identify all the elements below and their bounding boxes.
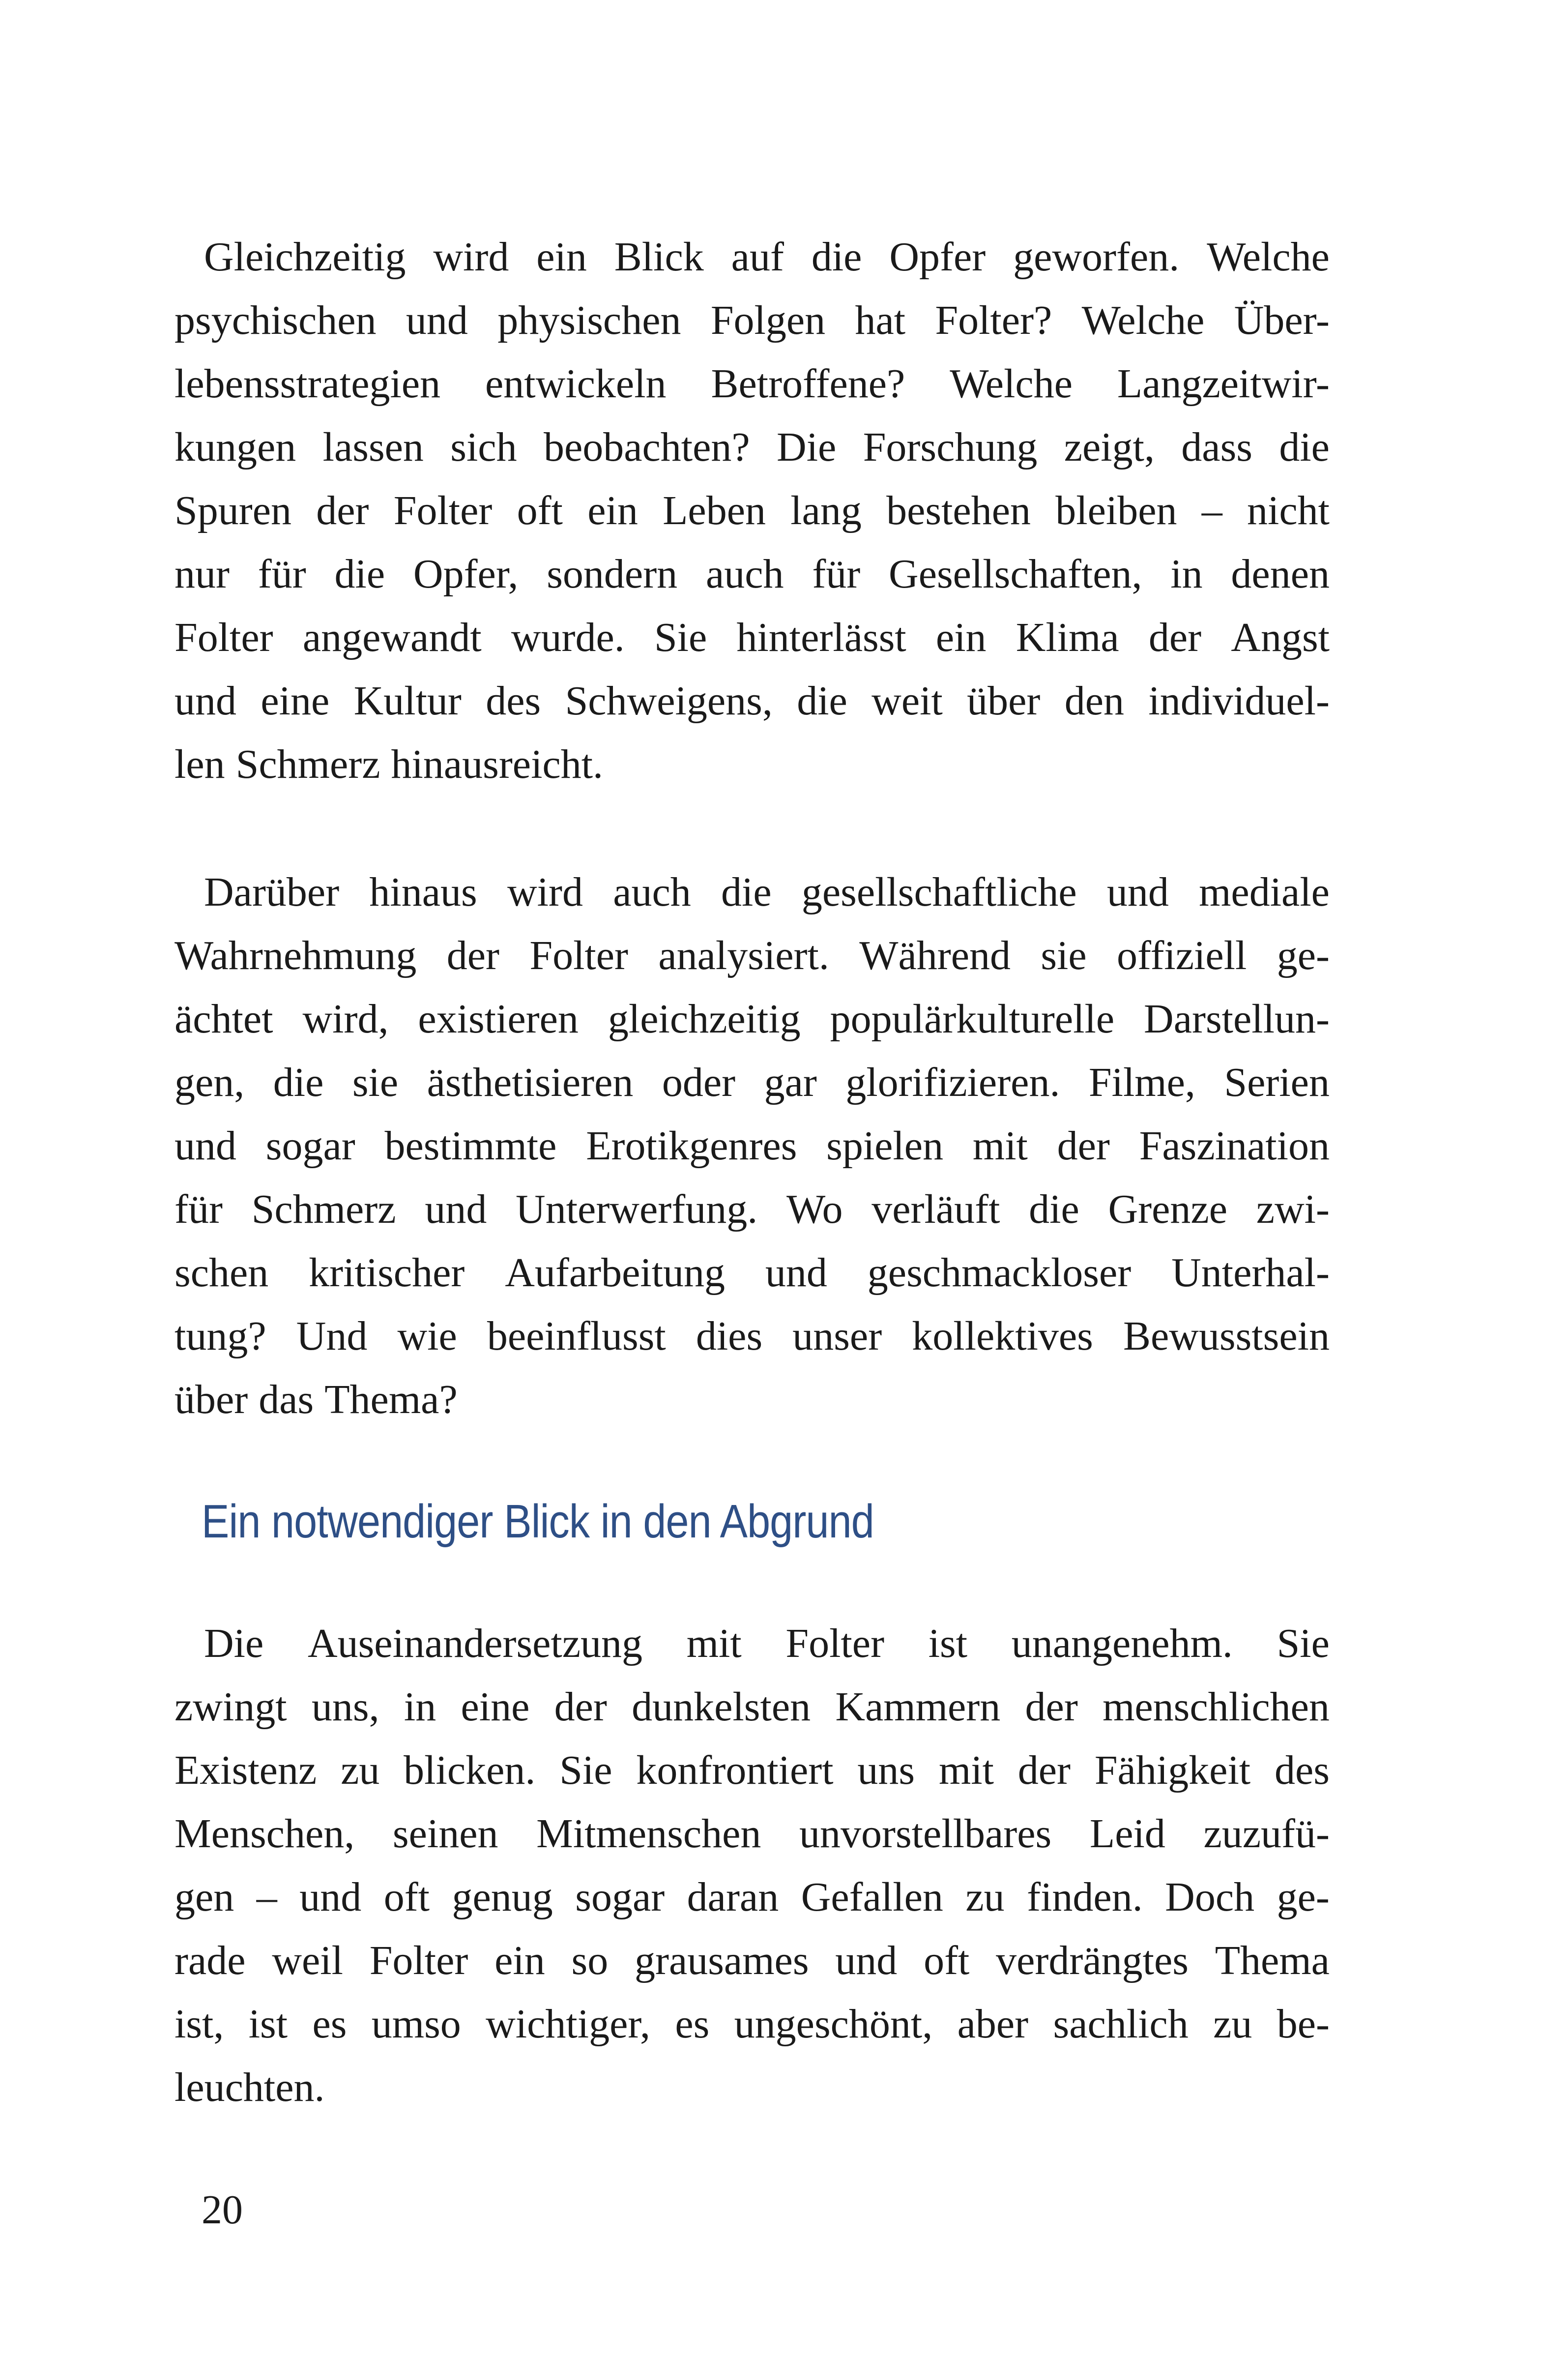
page-number: 20 (202, 2187, 243, 2233)
text-line: ist, ist es umso wichtiger, es ungeschönt, aber sachlich zu be- (174, 2001, 1330, 2047)
text-line: nur für die Opfer, sondern auch für Gesellschaften, in denen (174, 551, 1330, 597)
text-line: gen – und oft genug sogar daran Gefallen zu finden. Doch ge- (174, 1874, 1330, 1920)
text-line: ächtet wird, existieren gleichzeitig populärkulturelle Darstellun- (174, 996, 1330, 1042)
text-line: Die Auseinandersetzung mit Folter ist unangenehm. Sie (204, 1621, 1330, 1666)
text-line: gen, die sie ästhetisieren oder gar glorifizieren. Filme, Serien (174, 1060, 1330, 1105)
text-line: zwingt uns, in eine der dunkelsten Kammern der menschlichen (174, 1684, 1330, 1730)
text-line: und eine Kultur des Schweigens, die weit über den individuel- (174, 678, 1330, 724)
text-line: tung? Und wie beeinflusst dies unser kollektives Bewusstsein (174, 1313, 1330, 1359)
text-line: Wahrnehmung der Folter analysiert. Während sie offiziell ge- (174, 933, 1330, 978)
text-line: len Schmerz hinausreicht. (174, 741, 604, 787)
text-line: schen kritischer Aufarbeitung und geschmackloser Unterhal- (174, 1250, 1330, 1296)
text-line: Gleichzeitig wird ein Blick auf die Opfer geworfen. Welche (204, 234, 1330, 280)
paragraph-3 (174, 1612, 1330, 2119)
text-line: psychischen und physischen Folgen hat Folter? Welche Über- (174, 297, 1330, 343)
paragraph-1 (174, 225, 1330, 796)
text-line: Folter angewandt wurde. Sie hinterlässt ein Klima der Angst (174, 615, 1330, 660)
text-line: über das Thema? (174, 1377, 458, 1422)
text-line: Menschen, seinen Mitmenschen unvorstellbares Leid zuzufü- (174, 1811, 1330, 1857)
text-line: kungen lassen sich beobachten? Die Forschung zeigt, dass die (174, 424, 1330, 470)
text-line: rade weil Folter ein so grausames und oft verdrängtes Thema (174, 1938, 1330, 1983)
text-line: Existenz zu blicken. Sie konfrontiert uns mit der Fähigkeit des (174, 1747, 1330, 1793)
text-line: und sogar bestimmte Erotikgenres spielen mit der Faszination (174, 1123, 1330, 1169)
text-line: für Schmerz und Unterwerfung. Wo verläuft die Grenze zwi- (174, 1186, 1330, 1232)
text-line: Spuren der Folter oft ein Leben lang bestehen bleiben – nicht (174, 488, 1330, 533)
text-line: Darüber hinaus wird auch die gesellschaftliche und mediale (204, 869, 1330, 915)
text-line: leuchten. (174, 2065, 325, 2110)
text-line: lebensstrategien entwickeln Betroffene? Welche Langzeitwir- (174, 361, 1330, 407)
section-heading: Ein notwendiger Blick in den Abgrund (202, 1495, 874, 1548)
paragraph-2 (174, 860, 1330, 1431)
